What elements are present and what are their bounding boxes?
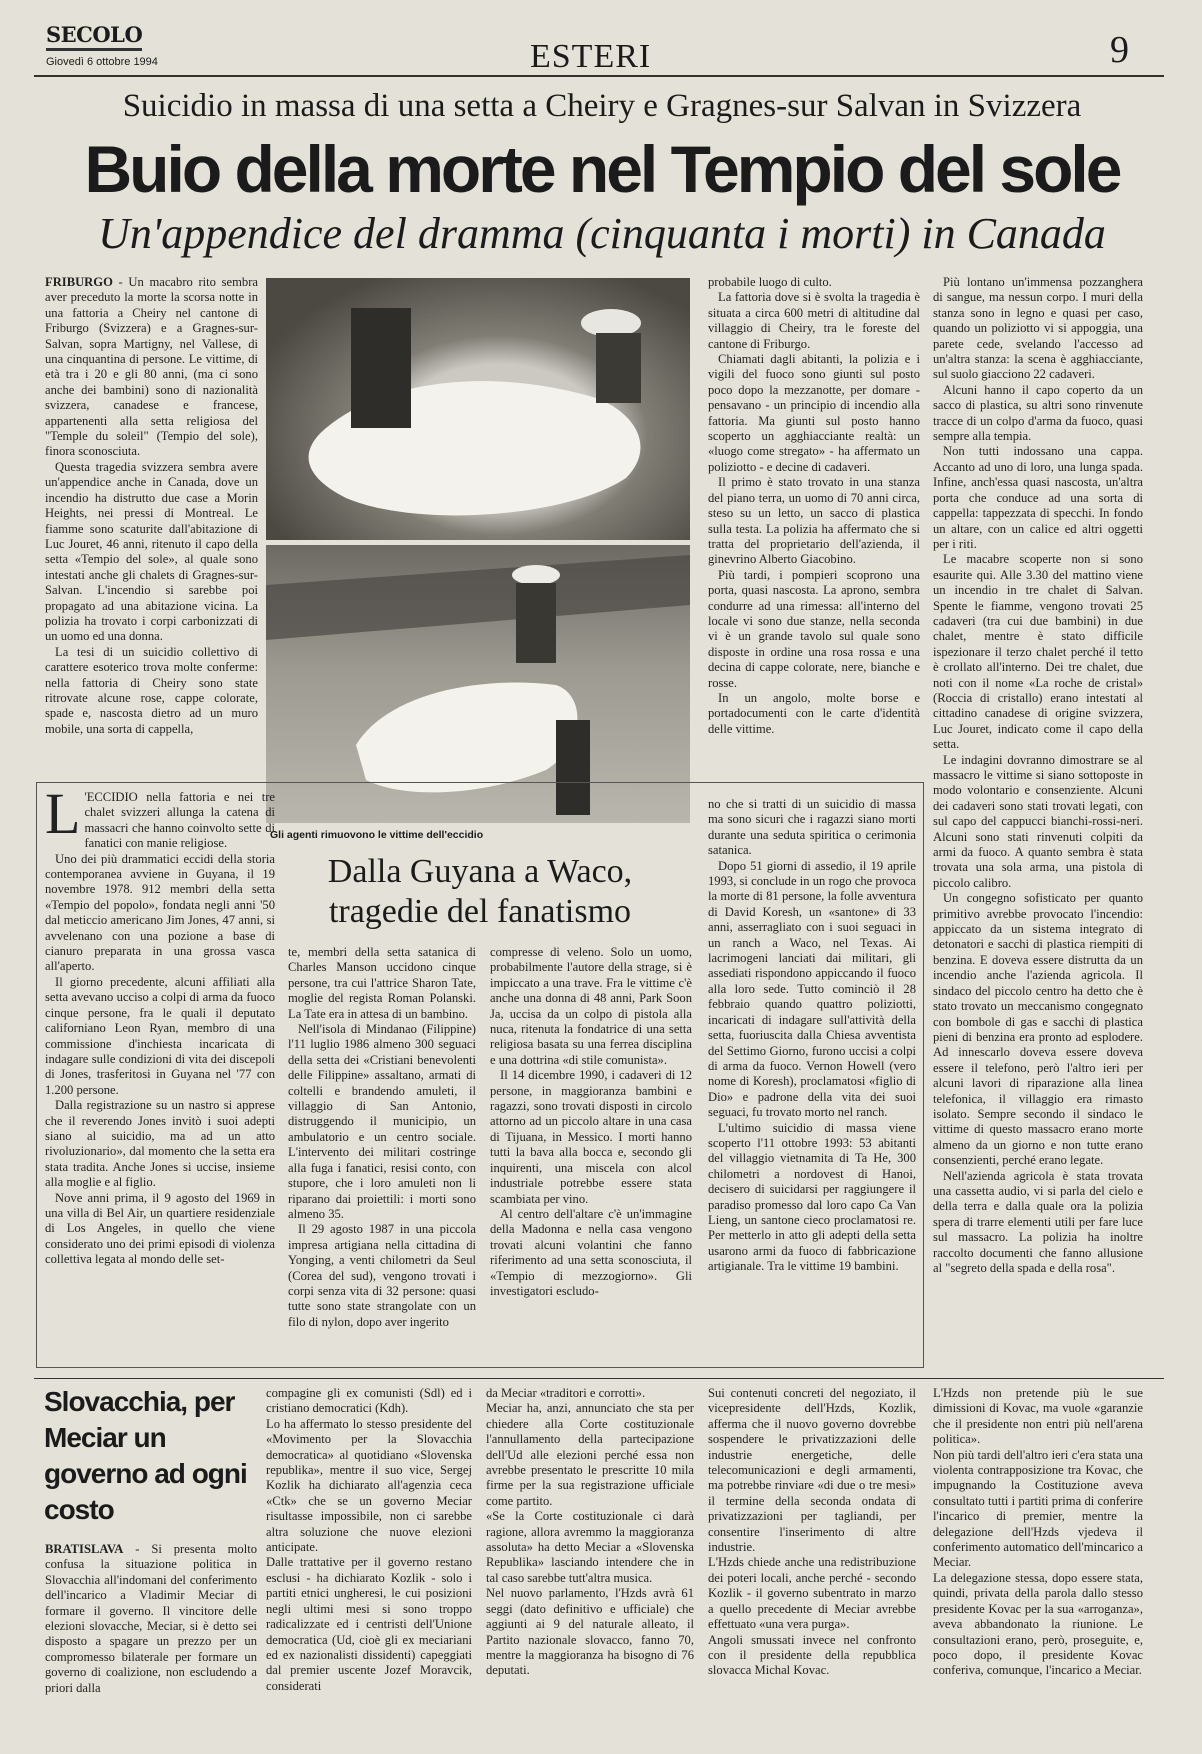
issue-date: Giovedì 6 ottobre 1994 (46, 56, 158, 68)
photo-caption: Gli agenti rimuovono le vittime dell'eccidio (270, 829, 484, 841)
main-col-4 (933, 275, 1143, 1375)
sidebar-col1-p5: Nove anni prima, il 9 agosto del 1969 in una villa di Bel Air, un quartiere residenziale di Los Angeles, in quello che viene considerato uno dei primi episodi di violenza collettiva legata al mondo delle set- (45, 1190, 275, 1267)
main-col3-p6: In un angolo, molte borse e portadocumenti con le carte d'identità delle vittime. (708, 690, 920, 736)
dateline-friburgo: FRIBURGO (45, 275, 113, 289)
main-col3-p5: Più tardi, i pompieri scoprono una porta, quasi nascosta. La aprono, sembra condurre ad una rimessa: all'interno del locale vi sono due stanze, nella seconda vi è un grande tavolo sul quale sono disposte in ordine una rosa rossa e una decina di cappe colorate, nere, bianche e rosse. (708, 567, 920, 690)
main-col4-p1: Più lontano un'immensa pozzanghera di sangue, ma nessun corpo. I muri della stanza sono in legno e quasi per caso, quando un poliziotto vi si appoggia, una parete cede, svelando l'accesso ad un'altra stanza: la scena è agghiacciante, sul suolo giacciono 22 cadaveri. (933, 275, 1143, 382)
sidebar-col4-p2: Dopo 51 giorni di assedio, il 19 aprile 1993, si conclude in un rogo che provoca la morte di 81 persone, la folle avventura di David Koresh, un «santone» di 33 anni, asserragliato con i suoi seguaci in un ranch a Waco, nel Texas. Ai lacrimogeni lanciati dai militari, gli assediati rispondono appiccando il fuoco alla loro sede. Tutto cominciò il 28 febbraio quando quattro poliziotti, incaricati di indagare sull'attività della setta, fuoriuscita dalla Chiesa avventista del Settimo Giorno, furono uccisi a colpi di arma da fuoco. Vernon Howell (vero nome di Koresh), proclamatosi «figlio di Dio» e padrone della vita dei suoi seguaci, fu trovato morto nel ranch. (708, 858, 916, 1120)
slovakia-headline: Slovacchia, per Meciar un governo ad ogni costo (44, 1386, 247, 1525)
main-col4-p2: Alcuni hanno il capo coperto da un sacco di plastica, su altri sono rinvenute tracce di un colpo d'arma da fuoco, quasi sempre alla tempia. (933, 382, 1143, 444)
sidebar-col1-p4: Dalla registrazione su un nastro si apprese che il reverendo Jones invitò i suoi adepti siano al suicidio, ma ad un atto rivoluzionario», dal momento che la setta era stata tradita. Anche Jones si uccise, insieme alla moglie e al figlio. (45, 1098, 275, 1190)
main-col3-p2: La fattoria dove si è svolta la tragedia è situata a circa 600 metri di altitudine dal villaggio di Cheiry, tra le foreste del cantone di Friburgo. (708, 290, 920, 351)
kicker: Suicidio in massa di una setta a Cheiry e Gragnes-sur Salvan in Svizzera (122, 88, 1082, 124)
dateline-bratislava: BRATISLAVA (45, 1542, 124, 1556)
sidebar-col-4 (708, 797, 916, 1360)
sidebar-col2-p1: te, membri della setta satanica di Charles Manson uccidono cinque persone, tra cui l'attrice Sharon Tate, moglie del regista Roman Polanski. La Tate era in attesa di un bambino. (288, 945, 476, 1021)
slovakia-col-3: da Meciar «traditori e corrotti». Meciar ha, anzi, annunciato che sta per chiedere alla Corte costituzionale l'annullamento della partecipazione dell'Ud alle elezioni perché essa non avrebbe presentato le prescritte 10 mila firme per la sua registrazione ufficiale come partito. «Se la Corte costituzionale ci darà ragione, allora avremmo la maggioranza assoluta» ha detto Meciar a «Slovenska Republika» lasciando intendere che in tal caso sarebbe tutt'altra musica. Nel nuovo parlamento, l'Hzds avrà 61 seggi (dato definitivo e ufficiale) che aggiunti ai 9 del naturale alleato, il Partito nazionale slovacco, fanno 70, mentre la maggioranza ha bisogno di 76 deputati. (486, 1386, 694, 1678)
bottom-story-rule (34, 1378, 1164, 1379)
main-col4-p7: Nell'azienda agricola è stata trovata una cassetta audio, vi si parla del cielo e della terra e dalla quale ora la polizia spera di trarre elementi utili per fare luce sul massacro. La polizia ha inoltre raccolto documenti che fanno allusione al "segreto della spada e della rosa". (933, 1168, 1143, 1275)
masthead-rule (34, 75, 1164, 77)
subhead: Un'appendice del dramma (cinquanta i morti) in Canada (98, 209, 1106, 258)
sidebar-col3-p1: compresse di veleno. Solo un uomo, probabilmente l'autore della strage, si è impiccato a una trave. Fra le vittime c'è anche una donna di 48 anni, Park Soon Ja, uccisa da un colpo di pistola alla nuca, ritenuta la fondatrice di una setta religiosa basata su una ferrea disciplina e una dottrina «di stile comunista». (490, 945, 692, 1067)
main-col3-p1: probabile luogo di culto. (708, 275, 832, 289)
sidebar-col4-p3: L'ultimo suicidio di massa viene scoperto l'11 ottobre 1993: 53 abitanti del villaggio vietnamita di Ta He, 300 chilometri a nordovest di Hanoi, decisero di suicidarsi per raggiungere il paradiso promesso dal loro capo Ca Van Lieng, un santone cieco proclamatosi re. Per metterlo in atto gli adepti della setta usarono armi da fuoco di fabbricazione artigianale. Tra le vittime 19 bambini. (708, 1120, 916, 1274)
slovakia-col-4: Sui contenuti concreti del negoziato, il vicepresidente dell'Hzds, Kozlik, afferma che il nuovo governo dovrebbe sospendere le privatizzazioni delle industrie energetiche, delle telecomunicazioni e degli armamenti, ma potrebbe rinviare «di due o tre mesi» il termine della seconda ondata di privatizzazioni per tagliandi, per consentire l'inserimento di altre industrie. L'Hzds chiede anche una redistribuzione dei poteri locali, anche perché - secondo Kozlik - il governo subentrato in marzo a quello precedente di Meciar avrebbe effettuato «una vera purga». Angoli smussati invece nel confronto con il presidente della repubblica slovacca Michal Kovac. (708, 1386, 916, 1678)
main-col1-p1: - Un macabro rito sembra aver preceduto la morte la scorsa notte in una fattoria a Cheiry nel cantone di Friburgo (Svizzera) e a Gragnes-sur-Salvan, sopra Martigny, nel Vallese, di una cinquantina di persone. Le vittime, di età tra i 20 e gli 80 anni, (ma ci sono anche dei bambini) sono di nazionalità svizzera, canadese e francese, appartenenti alla setta religiosa del "Temple du soleil" (Tempio del sole), finora sconosciuta. (45, 275, 258, 459)
sidebar-col3-p2: Il 14 dicembre 1990, i cadaveri di 12 persone, in maggioranza bambini e ragazzi, sono trovati disposti in circolo attorno ad un piccolo altare in una casa di Tijuana, in Messico. I morti hanno tutti la bava alla bocca e, secondo gli inquirenti, una miscela con alcol industriale potrebbe essere stata scambiata per vino. (490, 1068, 692, 1206)
main-col4-p5: Le indagini dovranno dimostrare se al massacro le vittime si siano sottoposte in modo volontario e consenziente. Alcuni dei cadaveri sono stati trovati legati, con sul capo del cappucci bianchi-rossi-neri. Alcuni sono stati rinvenuti colpiti da armi da fuoco. A quanto sembra è stata trovata una sola arma, una pistola di piccolo calibro. (933, 752, 1143, 890)
sidebar-col4-p1: no che si tratti di un suicidio di massa ma sono sicuri che i ragazzi siano morti durante una seduta spiritica o cerimonia satanica. (708, 797, 916, 858)
section-name: ESTERI (530, 38, 652, 75)
sidebar-col1-p1: 'ECCIDIO nella fattoria e nei tre chalet svizzeri allunga la catena di massacri che hanno coinvolto sette di fanatici con manie religiose. (84, 790, 275, 851)
sidebar-col1-p3: Il giorno precedente, alcuni affiliati alla setta avevano ucciso a colpi di arma da fuoco cinque persone, fra le quali il deputato californiano Leon Ryan, membro di una commissione d'inchiesta incaricata di indagare sulle condizioni di vita dei discepoli di Jones, trasferitosi in Guyana nel '77 con 1.200 persone. (45, 974, 275, 1097)
sidebar-col-1 (45, 790, 275, 1360)
logo-underline (46, 48, 142, 51)
sidebar-col2-p3: Il 29 agosto 1987 in una piccola impresa artigiana nella cittadina di Yonging, a venti chilometri da Seul (Corea del sud), vengono trovati i corpi senza vita di 32 persone: quasi tutte sono state strangolate con un filo di nylon, dopo aver ingerito (288, 1222, 476, 1329)
main-col3-p4: Il primo è stato trovato in una stanza del piano terra, un uomo di 70 anni circa, steso su un letto, un sacco di plastica sulla testa. La polizia ha affermato che si tratta del proprietario dell'azienda, il ginevrino Alberto Giacobino. (708, 475, 920, 567)
slovakia-col-1 (45, 1542, 257, 1722)
sidebar-col-3 (490, 945, 692, 1360)
main-col4-p3: Non tutti indossano una cappa. Accanto ad uno di loro, una lunga spada. Infine, anch'essa quasi nascosta, un'altra porta che conduce ad una sorta di cappella: tappezzata di specchi. In fondo un altare, con un calice ed altri oggetti per i riti. (933, 444, 1143, 551)
main-col3-p3: Chiamati dagli abitanti, la polizia e i vigili del fuoco sono giunti sul posto poco dopo la mezzanotte, per domare - pensavano - un principio di incendio alla fattoria. Ma giunti sul posto hanno scoperto un agghiacciante realtà: un «luogo come stregato» - ha affermato un poliziotto - e decine di cadaveri. (708, 352, 920, 474)
sidebar-dropcap: L (45, 790, 81, 846)
slovakia-col-5: L'Hzds non pretende più le sue dimissioni di Kovac, ma vuole «garanzie che il presidente non entri più nell'arena politica». Non più tardi dell'altro ieri c'era stata una violenta contrapposizione tra Kovac, che impugnando la Costituzione aveva consultato tutti i partiti prima di conferire l'incarico di premier, mentre la delegazione dell'Hzds vjedeva il conferimento automatico dell'mincarico a Meciar. La delegazione stessa, dopo essere stata, quindi, privata della parola dallo stesso presidente Kovac per la sua «arroganza», aveva abbandonato la riunione. Le consultazioni erano, però, proseguite, e, poco dopo, il presidente Kovac conferiva, comunque, l'incarico a Meciar. (933, 1386, 1143, 1678)
paper-logo: SECOLO (46, 22, 143, 47)
main-col4-p6: Un congegno sofisticato per quanto primitivo avrebbe provocato l'incendio: appiccato da un sistema integrato di detonatori e sacchi di plastica riempiti di benzina. E doveva essere distrutta da un incendio anche l'azienda agricola. Il sindaco del piccolo centro ha detto che è stato trovato un meccanismo congegnato con bombole di gas e sacchi di plastica pieni di benzina era pronto ad esplodere. Ad innescarlo doveva essere doveva essere il telefono, però l'altro ieri per alcuni lavori di riparazione alla linea telefonica, il villaggio era rimasto isolato. Sempre secondo il sindaco le vittime di questo massacro erano morte almeno da un giorno e non tutte erano consenzienti, perché erano legate. (933, 891, 1143, 1168)
sidebar-col3-p3: Al centro dell'altare c'è un'immagine della Madonna e nella casa vengono trovati alcuni volantini che fanno riferimento ad una setta sconosciuta, il «Tempio di mezzogiorno». Gli investigatori escludo- (490, 1206, 692, 1298)
sidebar-col-2 (288, 945, 476, 1360)
main-col-1 (45, 275, 258, 775)
slovakia-col-2: compagine gli ex comunisti (Sdl) ed i cristiano democratici (Kdh). Lo ha affermato lo stesso presidente del «Movimento per la Slovacchia democratica» al quotidiano «Slovenska republika», mentre il suo vice, Sergej Kozlik ha dichiarato all'agenzia ceca «Ctk» che se un governo Meciar risultasse impossibile, non ci sarebbe altra soluzione che nuove elezioni anticipate. Dalle trattative per il governo restano esclusi - ha dichiarato Kozlik - solo i partiti etnici ungheresi, le cui posizioni negli ultimi mesi si sono troppo radicalizzate ed i centristi dell'Unione democratica (Ud, cioè gli ex meciariani ed ex nazionalisti dissidenti) capeggiati dal premier uscente Jozef Moravcik, considerati (266, 1386, 472, 1693)
main-col-3 (708, 275, 920, 775)
sidebar-col2-p2: Nell'isola di Mindanao (Filippine) l'11 luglio 1986 almeno 300 seguaci della setta dei «Cristiani benevolenti delle Filippine» assaltano, armati di coltelli e brandendo amuleti, il villaggio di San Antonio, distruggendo il municipio, un ambulatorio e un centro sociale. L'intervento dei militari costringe alla fuga i fanatici, resisi conto, con stupore, che i loro amuleti non li riparano dai proiettili: i morti sono almeno 35. (288, 1022, 476, 1221)
photo-top (266, 278, 690, 540)
photo-top-illustration (266, 278, 690, 540)
sidebar-title: Dalla Guyana a Waco, tragedie del fanatismo (327, 853, 633, 930)
main-col1-p3: La tesi di un suicidio collettivo di carattere esoterico trova molte conferme: nella fattoria di Cheiry sono state ritrovate alcune rose, cappe colorate, spade e, nascosta dietro ad un muro mobile, una sorta di cappella, (45, 644, 258, 736)
main-col4-p4: Le macabre scoperte non si sono esaurite qui. Alle 3.30 del mattino viene un incendio in tre chalet di Salvan. Spente le fiamme, vengono trovati 25 cadaveri (tra cui due bambini) in due chalet, mentre è stato difficile ispezionare il terzo chalet perché il tetto è crollato all'interno. Dei tre chalet, due noti con il nome «La roche de cristal» (Roccia di cristallo) erano intestati al cittadino canadese di origine svizzera, Luc Jouret, indicato come il capo della setta. (933, 552, 1143, 752)
sidebar-col1-p2: Uno dei più drammatici eccidi della storia contemporanea avviene in Guyana, il 19 novembre 1978. 912 membri della setta «Tempio del popolo», fondata negli anni '50 dal meticcio americano Jim Jones, 47 anni, si avvelenano con una pozione a base di cianuro preparata in una grossa vasca all'aperto. (45, 851, 275, 974)
page-number: 9 (1110, 29, 1129, 71)
headline: Buio della morte nel Tempio del sole (84, 132, 1120, 206)
main-col1-p2: Questa tragedia svizzera sembra avere un'appendice anche in Canada, dove un incendio ha distrutto due case a Morin Heights, nei pressi di Montreal. Le fiamme sono scaturite dall'abitazione di Luc Jouret, 46 anni, ritenuto il capo della setta «Tempio del sole», al quale sono intestati anche gli chalets di Gragnes-sur-Salvan. L'incendio si sarebbe poi propagato ad una abitazione vicina. La polizia ha trovato i corpi carbonizzati di un uomo ed una donna. (45, 459, 258, 644)
slovakia-col1-text: - Si presenta molto confusa la situazione politica in Slovacchia all'indomani del conferimento dell'incarico a Vladimir Meciar di formare il governo. Il vincitore delle elezioni slovacche, Meciar, si è detto sei disposto a spagare un prezzo per un compromesso bilaterale per formare un governo di coalizione, non escludendo a priori dalla (45, 1542, 257, 1695)
